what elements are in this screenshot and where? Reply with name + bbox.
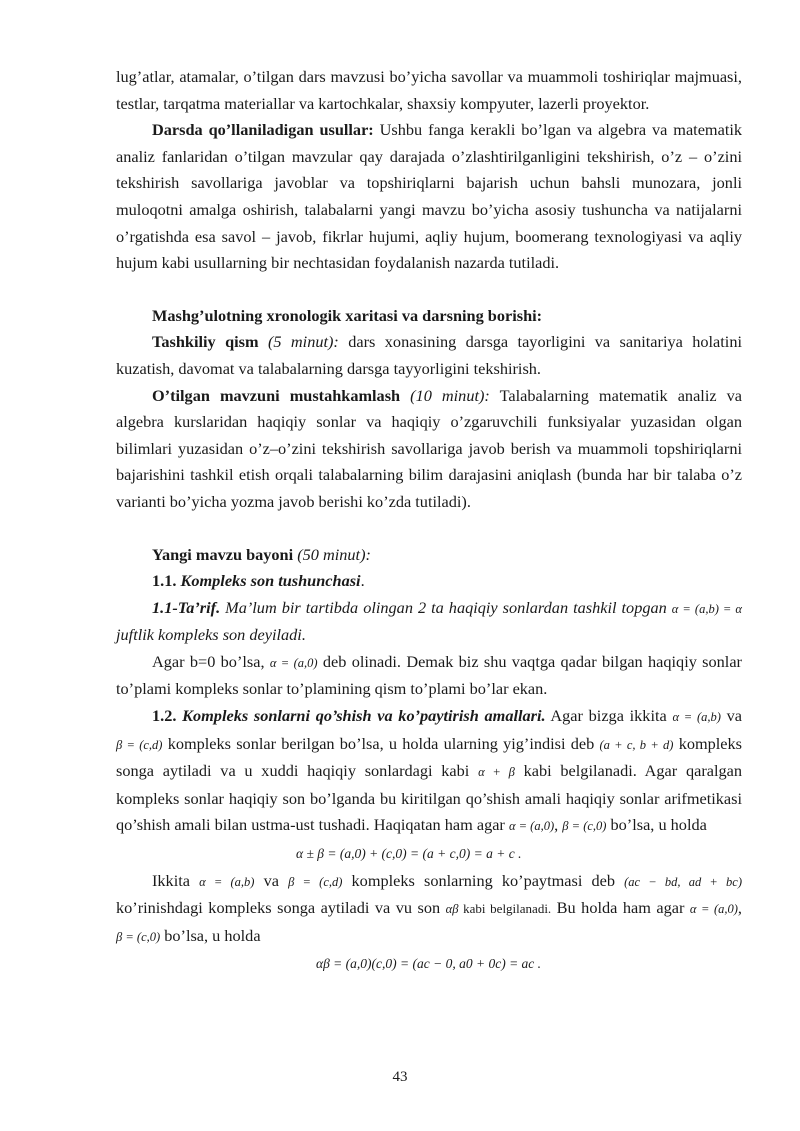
review-time: (10 minut): [400, 385, 490, 405]
formula-alpha-a0-2: α = (a,0) [508, 819, 555, 834]
new-topic-heading: Yangi mavzu bayoni (50 minut): [152, 544, 371, 564]
organization-time: (5 minut): [258, 332, 339, 352]
formula-beta-c0: β = (c,0) [562, 819, 607, 834]
formula-alpha-beta: αβ [445, 902, 459, 917]
methods-text: Ushbu fanga kerakli bo’lgan va algebra va matematik analiz fanlaridan o’tilgan mavzular qay darajada o’zlashtirilganligini tekshirish, o’z – o’zini tekshirish savollariga javoblar va topshiriqlarni bajarish uchun bahsli munozara, jonli muloqotni amalga oshirish, talabalarni yangi mavzu bo’yicha asosiy tushuncha va natijalarni o’rgatishda esa savol – javob, fikrlar hujumi, aqliy hujum, boomerang texnologiyasi va aqliy hujum kabi usullarning bir nechtasidan foydalanish nazarda tutiladi. [116, 120, 743, 273]
paragraph-methods [116, 117, 742, 277]
page-number: 43 [392, 1069, 408, 1085]
equation-sum: α ± β = (a,0) + (c,0) = (a + c,0) = a + c . [296, 846, 522, 862]
definition-label: 1.1-Ta’rif. [152, 597, 221, 617]
paragraph-review [116, 383, 742, 516]
formula-beta-cd: β = (c,d) [116, 737, 163, 752]
formula-alpha-plus-beta: α + β [478, 765, 515, 780]
formula-sum: (a + c, b + d) [599, 737, 674, 752]
section-1-2-paragraph: 1.2. Kompleks sonlarni qo’shish va ko’paytirish amallari. Agar bizga ikkita α = (a,b) va β = (c,d) kompleks sonlar berilgan bo’lsa, u holda ularning yig’indisi deb (a + c, b + d) kompleks songa aytiladi va u xuddi haqiqiy sonlardagi kabi α + β kabi belgilanadi. Agar qaralgan kompleks sonlar haqiqiy son bo’lganda bu kiritilgan qo’shish amali haqiqiy sonlar arifmetikasi qo’shish amali bilan ustma-ust tushadi. Haqiqatan ham agar α = (a,0), β = (c,0) bo’lsa, u holda [116, 706, 743, 835]
review-text: Talabalarning matematik analiz va algebra kurslaridan haqiqiy sonlar va haqiqiy o’zgaruvchili funksiyalar yuzasidan olgan bilimlari yuzasidan o’z–o’zini tekshirish savollariga javob berish va muammoli topshiriqlarni bajarishini tashkil etish orqali talabalarning bilim darajasini aniqlash (bunda har bir talaba o’z varianti bo’yicha yozma javob berishi ko’zda tutiladi). [116, 385, 742, 511]
chronology-heading: Mashg’ulotning xronologik xaritasi va darsning borishi: [152, 305, 543, 325]
paragraph-materials: lug’atlar, atamalar, o’tilgan dars mavzusi bo’yicha savollar va muammoli toshiriqlar majmuasi, testlar, tarqatma materiallar va kartochkalar, shaxsiy kompyuter, lazerli proyektor. [116, 67, 742, 113]
formula-alpha-ab-2: α = (a,b) [672, 710, 721, 725]
organization-text: dars xonasining darsga tayorligini va sanitariya holatini kuzatish, davomat va talabalarning darsga tayyorligini tekshirish. [116, 332, 742, 378]
methods-heading: Darsda qo’llaniladigan usullar: [152, 120, 374, 140]
formula-alpha-ab: α = (a,b) = α [671, 601, 742, 616]
document-page [116, 64, 742, 978]
section-1-2-heading: Kompleks sonlarni qo’shish va ko’paytirish amallari. [182, 706, 546, 726]
paragraph-b-zero: Agar b=0 bo’lsa, α = (a,0) deb olinadi. Demak biz shu vaqtga qadar bilgan haqiqiy sonlar to’plami kompleks sonlar to’plamining qism to’plami bo’lar ekan. [116, 651, 742, 699]
paragraph-organization [116, 329, 742, 382]
formula-alpha-ab-3: α = (a,b) [199, 874, 255, 889]
definition-1-1: 1.1-Ta’rif. Ma’lum bir tartibda olingan 2 ta haqiqiy sonlardan tashkil topgan α = (a,b) = α juftlik kompleks son deyiladi. [116, 597, 742, 645]
equation-product: αβ = (a,0)(c,0) = (ac − 0, a0 + 0c) = ac . [316, 956, 542, 972]
paragraph-product: Ikkita α = (a,b) va β = (c,d) kompleks sonlarning ko’paytmasi deb (ac − bd, ad + bc) ko’rinishdagi kompleks songa aytiladi va vu son αβ kabi belgilanadi. Bu holda ham agar α = (a,0), β = (c,0) bo’lsa, u holda [116, 870, 743, 945]
organization-heading: Tashkiliy qism [152, 332, 259, 352]
formula-alpha-a0: α = (a,0) [269, 655, 318, 670]
new-topic-time: (50 minut): [293, 544, 371, 564]
formula-beta-cd-2: β = (c,d) [288, 874, 343, 889]
section-1-1-heading: 1.1. Kompleks son tushunchasi. [152, 571, 365, 591]
formula-beta-c0-2: β = (c,0) [116, 929, 161, 944]
review-heading: O’tilgan mavzuni mustahkamlash [152, 385, 401, 405]
formula-alpha-a0-3: α = (a,0) [689, 902, 738, 917]
formula-product: (ac − bd, ad + bc) [624, 874, 743, 889]
